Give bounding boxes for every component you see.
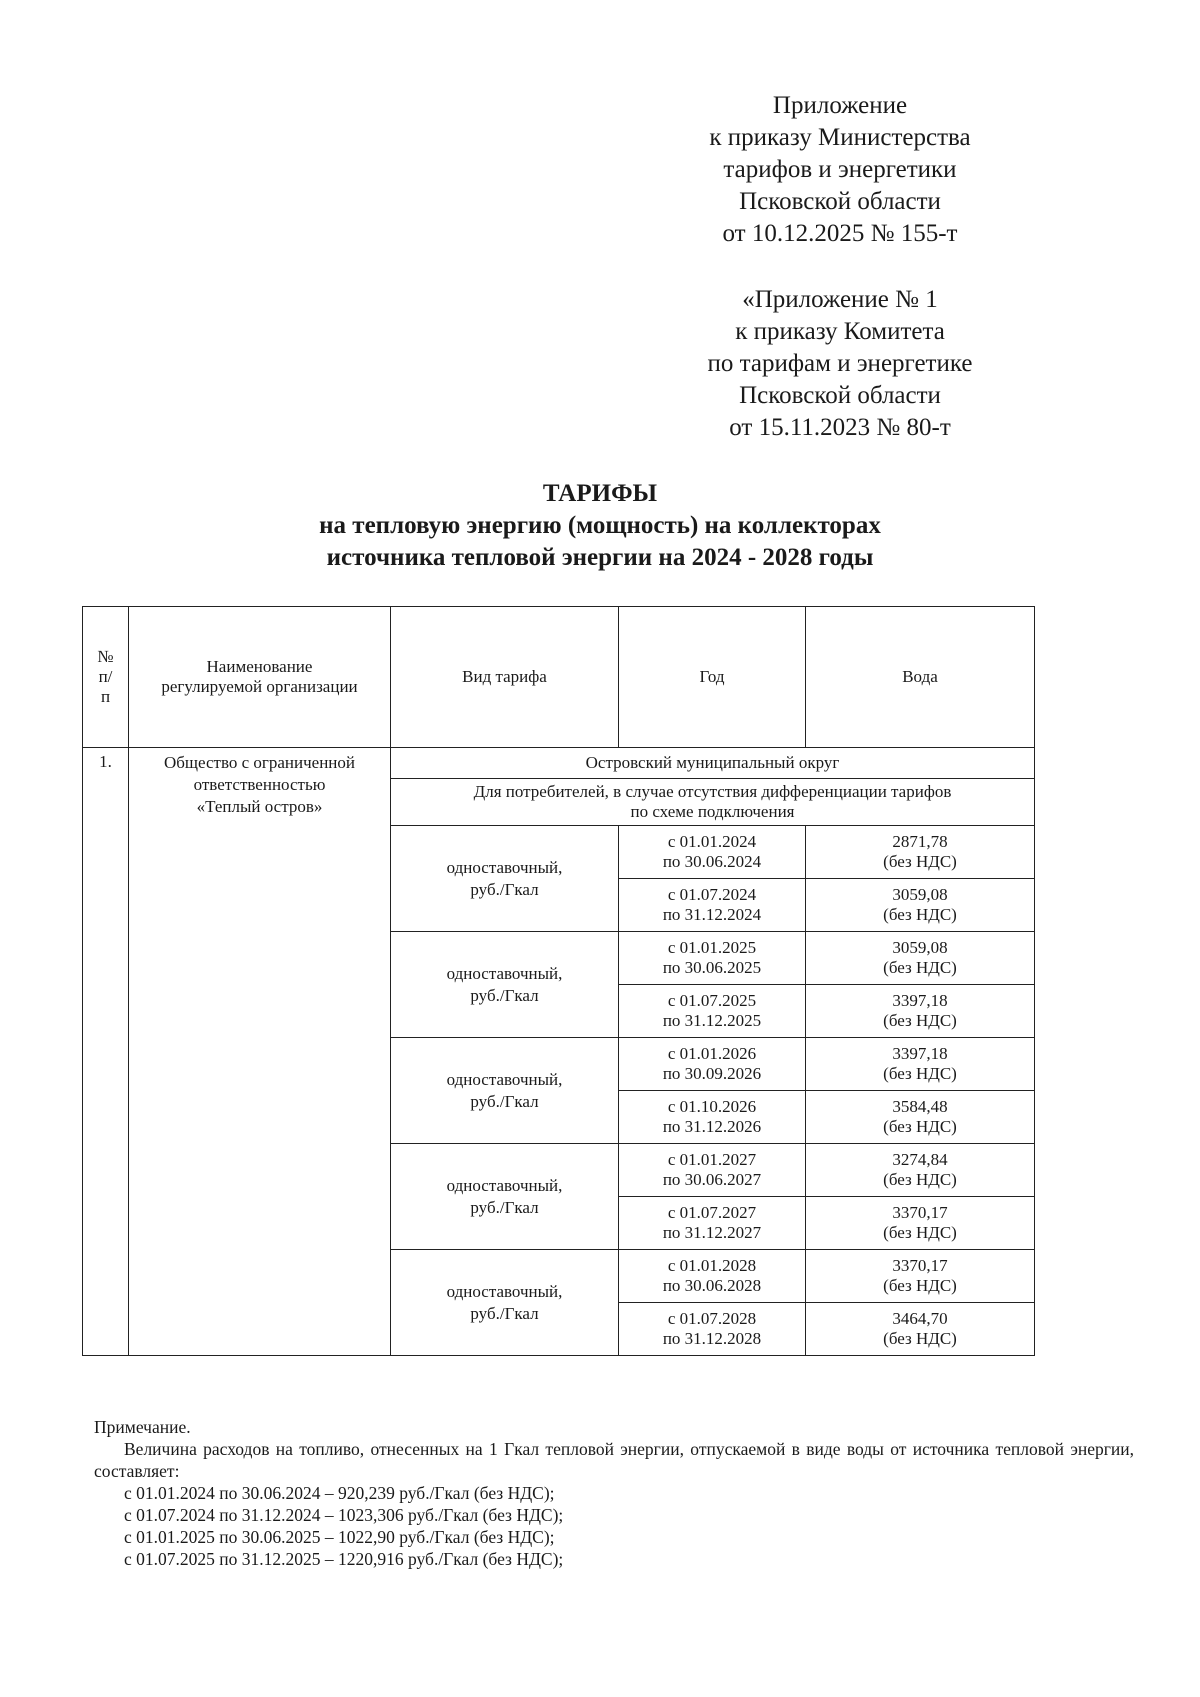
note-item: с 01.01.2025 по 30.06.2025 – 1022,90 руб./Гкал (без НДС); [124,1527,555,1547]
period-cell [619,1303,806,1356]
tariff-value-line: (без НДС) [883,852,957,871]
tariff-value-line: (без НДС) [883,1117,957,1136]
tariff-value-line: (без НДС) [883,1170,957,1189]
title-line: источника тепловой энергии на 2024 - 2028 годы [326,544,874,571]
original-appendix-line: по тарифам и энергетике [707,350,973,377]
tariff-kind-line: руб./Гкал [470,1303,539,1323]
note-item: с 01.07.2024 по 31.12.2024 – 1023,306 руб./Гкал (без НДС); [124,1505,564,1525]
header-num [83,607,129,748]
period-line: по 31.12.2028 [662,1329,762,1348]
period-line: по 30.06.2028 [662,1276,762,1295]
period-line: с 01.01.2025 [667,938,757,957]
original-appendix-line: от 15.11.2023 № 80-т [729,414,951,441]
appendix-line: тарифов и энергетики [723,156,957,183]
note-title: Примечание. [94,1417,191,1437]
period-line: с 01.07.2025 [667,991,757,1010]
tariff-value-line: 3059,08 [892,938,948,957]
tariff-kind-line: одноставочный, [446,1175,563,1195]
period-line: с 01.01.2028 [667,1256,757,1275]
tariff-value-line: 3584,48 [892,1097,948,1116]
tariff-value-cell [806,826,1035,879]
period-line: с 01.07.2028 [667,1309,757,1328]
period-line: по 31.12.2024 [662,905,762,924]
region-row [83,748,1035,779]
tariff-value-cell [806,1197,1035,1250]
tariff-kind-line: одноставочный, [446,963,563,983]
period-cell [619,1038,806,1091]
period-line: по 31.12.2027 [662,1223,762,1242]
period-cell [619,1197,806,1250]
consumers-cell [391,779,1035,826]
organization-cell [129,748,391,1356]
note-item: с 01.01.2024 по 30.06.2024 – 920,239 руб./Гкал (без НДС); [124,1483,555,1503]
note-section [94,1416,1134,1570]
header-num-line: № [97,647,114,666]
appendix-line: от 10.12.2025 № 155-т [722,220,958,247]
period-cell [619,879,806,932]
appendix-line: Приложение [772,92,908,119]
tariff-value-cell [806,932,1035,985]
original-appendix-line: Псковской области [739,382,941,409]
tariff-value-line: (без НДС) [883,1064,957,1083]
appendix-line: Псковской области [739,188,941,215]
period-line: по 30.06.2027 [662,1170,762,1189]
period-cell [619,1091,806,1144]
period-cell [619,1144,806,1197]
region-cell: Островский муниципальный округ [391,748,1035,779]
period-line: с 01.01.2024 [667,832,757,851]
tariff-value-line: 3397,18 [892,991,948,1010]
tariff-value-line: 3059,08 [892,885,948,904]
tariff-value-line: 2871,78 [892,832,948,851]
period-line: с 01.07.2027 [667,1203,757,1222]
header-year: Год [619,607,806,748]
period-cell [619,985,806,1038]
tariff-table [82,606,1035,1356]
tariff-kind-line: руб./Гкал [470,879,539,899]
tariff-value-line: (без НДС) [883,1276,957,1295]
header-kind: Вид тарифа [391,607,619,748]
title-line: на тепловую энергию (мощность) на коллекторах [319,512,881,539]
tariff-kind-line: руб./Гкал [470,1197,539,1217]
tariff-value-cell [806,985,1035,1038]
header-num-line: п/ [98,667,113,686]
tariff-value-cell [806,1303,1035,1356]
tariff-value-line: 3397,18 [892,1044,948,1063]
table-header-row [83,607,1035,748]
appendix-header [640,90,1040,250]
period-line: с 01.07.2024 [667,885,757,904]
header-num-line: п [100,687,111,706]
tariff-value-line: 3274,84 [892,1150,948,1169]
tariff-value-line: 3464,70 [892,1309,948,1328]
tariff-kind-line: руб./Гкал [470,1091,539,1111]
consumers-line: Для потребителей, в случае отсутствия дифференциации тарифов [473,782,952,801]
period-cell [619,1250,806,1303]
title-main: ТАРИФЫ [542,480,658,507]
period-line: с 01.10.2026 [667,1097,757,1116]
appendix-line: к приказу Министерства [709,124,971,151]
period-line: с 01.01.2026 [667,1044,757,1063]
period-cell [619,826,806,879]
tariff-kind-line: руб./Гкал [470,985,539,1005]
tariff-kind-cell [391,1144,619,1250]
period-line: по 30.06.2024 [662,852,762,871]
tariff-value-cell [806,1038,1035,1091]
original-appendix-line: «Приложение № 1 [742,286,938,313]
row-number: 1. [83,748,129,1356]
consumers-line: по схеме подключения [630,802,795,821]
tariff-value-cell [806,1144,1035,1197]
period-line: с 01.01.2027 [667,1150,757,1169]
tariff-value-line: (без НДС) [883,1223,957,1242]
tariff-value-cell [806,1250,1035,1303]
tariff-value-cell [806,879,1035,932]
header-org [129,607,391,748]
organization-line: Общество с ограниченной [163,753,356,772]
header-org-line: регулируемой организации [161,677,358,696]
tariff-value-line: (без НДС) [883,905,957,924]
organization-line: «Теплый остров» [196,797,323,816]
header-water: Вода [806,607,1035,748]
tariff-value-line: (без НДС) [883,958,957,977]
tariff-kind-cell [391,1038,619,1144]
tariff-value-line: (без НДС) [883,1011,957,1030]
tariff-value-line: (без НДС) [883,1329,957,1348]
tariff-kind-cell [391,826,619,932]
tariff-kind-line: одноставочный, [446,857,563,877]
original-appendix-header [640,284,1040,444]
period-line: по 31.12.2025 [662,1011,762,1030]
organization-line: ответственностью [193,775,326,794]
tariff-kind-cell [391,1250,619,1356]
original-appendix-line: к приказу Комитета [735,318,945,345]
header-org-line: Наименование [206,657,313,676]
document-title [0,478,1200,574]
tariff-kind-line: одноставочный, [446,1281,563,1301]
note-item: с 01.07.2025 по 31.12.2025 – 1220,916 руб./Гкал (без НДС); [124,1549,564,1569]
tariff-value-line: 3370,17 [892,1203,948,1222]
period-line: по 30.06.2025 [662,958,762,977]
period-line: по 30.09.2026 [662,1064,762,1083]
tariff-kind-line: одноставочный, [446,1069,563,1089]
period-cell [619,932,806,985]
note-text: Величина расходов на топливо, отнесенных на 1 Гкал тепловой энергии, отпускаемой в виде воды от источника тепловой энергии, составляет: [94,1439,1134,1481]
tariff-value-cell [806,1091,1035,1144]
tariff-kind-cell [391,932,619,1038]
tariff-value-line: 3370,17 [892,1256,948,1275]
period-line: по 31.12.2026 [662,1117,762,1136]
